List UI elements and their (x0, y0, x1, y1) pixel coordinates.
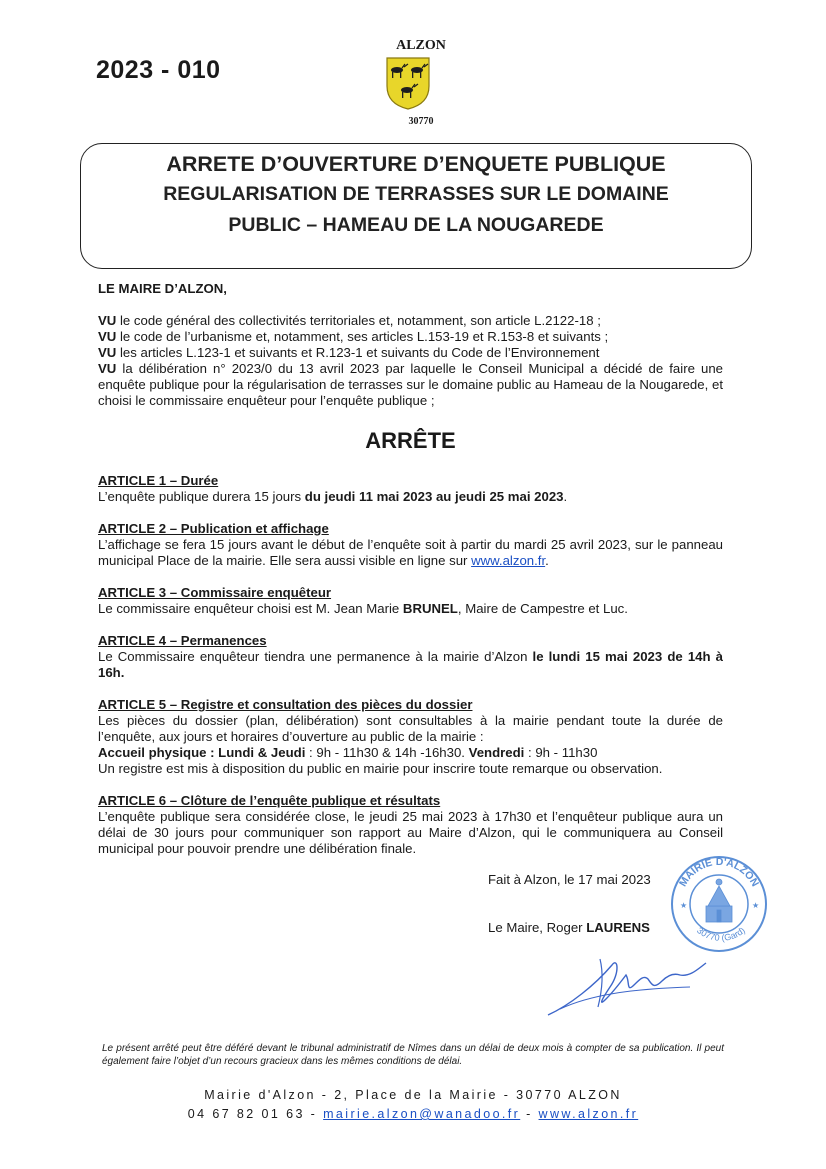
town-postcode: 30770 (408, 116, 434, 127)
article-1-title: ARTICLE 1 – Durée (98, 473, 219, 488)
mayor-sign-line (488, 920, 650, 935)
vu-label: VU (98, 313, 117, 328)
article-3-text: Le commissaire enquêteur choisi est M. Jean Marie (98, 601, 403, 616)
vu-text: le code général des collectivités territoriales et, notamment, son article L.2122-18 ; (116, 313, 601, 328)
vu-line-1 (98, 313, 723, 329)
vu-text: le code de l’urbanisme et, notamment, ses articles L.153-19 et R.153-8 et suivants ; (116, 329, 609, 344)
stamp-bottom-text: 30770 (Gard) (695, 925, 747, 943)
title-line-3: PUBLIC – HAMEAU DE LA NOUGAREDE (228, 214, 604, 236)
article-2-text: L’affichage se fera 15 jours avant le début de l’enquête soit à partir du mardi 25 avril 2023, sur le panneau municipal Place de la mairie. Elle sera aussi visible en ligne sur (98, 537, 723, 568)
article-3-title: ARTICLE 3 – Commissaire enquêteur (98, 585, 332, 600)
signed-place-date: Fait à Alzon, le 17 mai 2023 (488, 872, 651, 887)
title-line-1: ARRETE D’OUVERTURE D’ENQUETE PUBLIQUE (166, 152, 666, 176)
article-4-text: Le Commissaire enquêteur tiendra une permanence à la mairie d’Alzon (98, 649, 533, 664)
mayor-signature-icon (540, 945, 710, 1023)
article-5-text: Les pièces du dossier (plan, délibération) sont consultables à la mairie pendant toute la durée de l’enquête, aux jours et horaires d’ouverture au public de la mairie : (98, 713, 723, 744)
opening-hours-label-1: Accueil physique : Lundi & Jeudi (98, 745, 306, 760)
footer-email-link[interactable]: mairie.alzon@wanadoo.fr (323, 1107, 521, 1121)
legal-appeal-note: Le présent arrêté peut être déféré devant le tribunal administratif de Nîmes dans un délai de deux mois à compter de sa publication. Il peut également faire l’objet d’un recours gracieux dans les mêmes conditions de délai. (102, 1043, 724, 1067)
opening-hours-2: : 9h - 11h30 (524, 745, 598, 760)
coat-of-arms-icon (385, 56, 431, 111)
article-2-title: ARTICLE 2 – Publication et affichage (98, 521, 329, 536)
title-line-2: REGULARISATION DE TERRASSES SUR LE DOMAINE (163, 183, 669, 205)
article-5-title: ARTICLE 5 – Registre et consultation des pièces du dossier (98, 697, 473, 712)
vu-label: VU (98, 345, 117, 360)
article-6-text: L’enquête publique sera considérée close, le jeudi 25 mai 2023 à 17h30 et l’enquêteur publique aura un délai de 30 jours pour communiquer son rapport au Maire d’Alzon, qui le communiquera au Conseil municipal pour pouvoir prendre une délibération finale. (98, 809, 723, 856)
footer-website-link[interactable]: www.alzon.fr (538, 1107, 639, 1121)
article-1-text: L’enquête publique durera 15 jours (98, 489, 305, 504)
article-2 (98, 521, 723, 569)
vu-line-3 (98, 345, 723, 361)
svg-text:30770 (Gard) (695, 925, 747, 943)
article-6 (98, 793, 723, 857)
article-6-title: ARTICLE 6 – Clôture de l’enquête publique et résultats (98, 793, 441, 808)
vu-text: la délibération n° 2023/0 du 13 avril 2023 par laquelle le Conseil Municipal a décidé de faire une enquête publique pour la régularisation de terrasses sur le domaine public au Hameau de la Nougarede, et choisi le commissaire enquêteur pour l’enquête publique ; (98, 361, 723, 408)
footer-contacts (96, 1107, 730, 1121)
article-3 (98, 585, 723, 617)
svg-text:★: ★ (752, 901, 760, 910)
article-4 (98, 633, 723, 681)
mayor-prefix: Le Maire, Roger (488, 920, 587, 935)
document-reference-number: 2023 - 010 (96, 56, 221, 84)
stamp-top-text: MAIRIE D'ALZON (676, 855, 762, 889)
vu-line-2 (98, 329, 723, 345)
mayor-surname: LAURENS (586, 920, 650, 935)
article-1-end: . (563, 489, 568, 504)
town-hall-stamp-icon (668, 848, 770, 958)
opening-hours-1: : 9h - 11h30 & 14h -16h30. (305, 745, 469, 760)
vu-label: VU (98, 329, 117, 344)
website-link[interactable]: www.alzon.fr (471, 553, 546, 568)
town-name: ALZON (396, 38, 446, 53)
footer-address: Mairie d'Alzon - 2, Place de la Mairie - 30770 ALZON (204, 1088, 622, 1102)
decision-heading: ARRÊTE (365, 428, 456, 453)
commissioner-surname: BRUNEL (402, 601, 458, 616)
article-1-dates: du jeudi 11 mai 2023 au jeudi 25 mai 2023 (304, 489, 564, 504)
vu-text: les articles L.123-1 et suivants et R.123-1 et suivants du Code de l’Environnement (116, 345, 600, 360)
footer-separator: - (520, 1107, 539, 1121)
article-2-end: . (545, 553, 549, 568)
mayor-heading: LE MAIRE D’ALZON, (98, 281, 227, 296)
title-box (80, 143, 752, 269)
vu-label: VU (98, 361, 117, 376)
article-3-end: , Maire de Campestre et Luc. (457, 601, 628, 616)
article-4-permanence: le lundi 15 mai 2023 de 14h à 16h. (98, 649, 723, 680)
article-1 (98, 473, 723, 505)
opening-hours (98, 745, 723, 761)
vu-line-4 (98, 361, 723, 409)
svg-text:★: ★ (680, 901, 688, 910)
article-5-text-2: Un registre est mis à disposition du public en mairie pour inscrire toute remarque ou observation. (98, 761, 663, 776)
article-4-title: ARTICLE 4 – Permanences (98, 633, 267, 648)
opening-hours-label-2: Vendredi (468, 745, 525, 760)
article-5 (98, 697, 723, 777)
footer-phone: 04 67 82 01 63 - (187, 1107, 324, 1121)
